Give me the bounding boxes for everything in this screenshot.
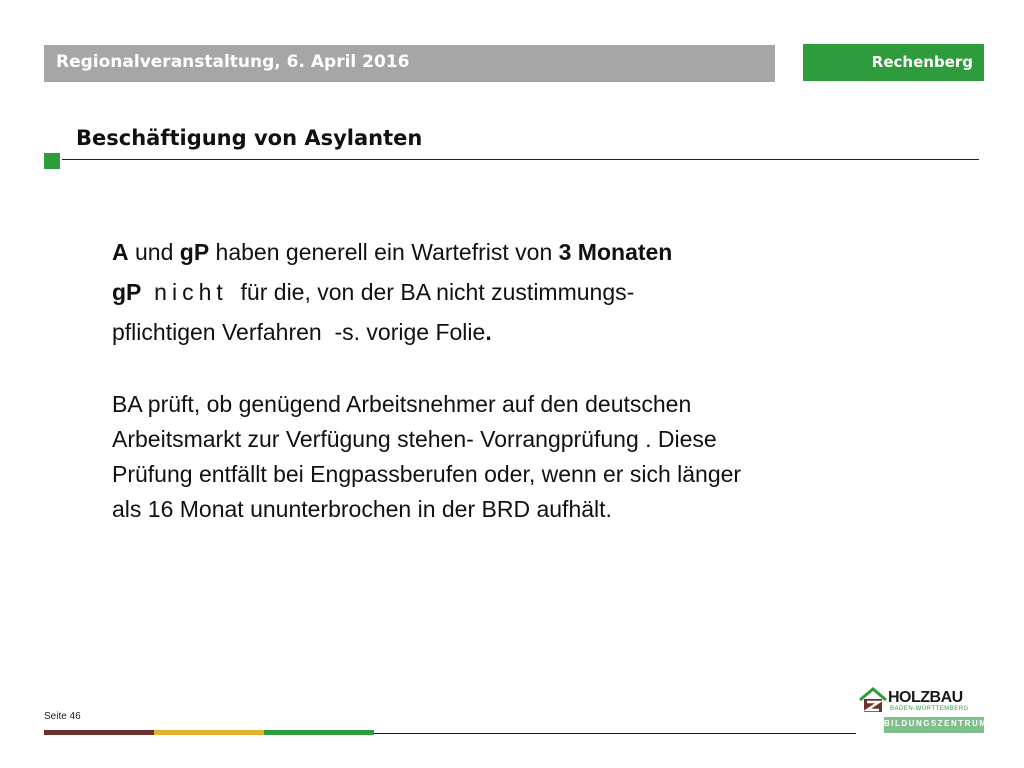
logo-wordmark: HOLZBAU (888, 689, 963, 706)
page-number: Seite 46 (44, 711, 81, 722)
bold-term-a: A (112, 239, 129, 265)
logo-plate (884, 717, 988, 733)
paragraph-line: als 16 Monat ununterbrochen in der BRD aufhält. (112, 496, 612, 522)
slide-body (112, 232, 912, 527)
house-logo-icon (858, 686, 888, 714)
paragraph-line: BA prüft, ob genügend Arbeitsnehmer auf den deutschen (112, 391, 692, 417)
slide-title: Beschäftigung von Asylanten (76, 126, 423, 150)
text-run: für die, von der BA nicht zustimmungs- (227, 279, 635, 305)
paragraph-line (112, 312, 912, 352)
bold-term-gp: gP (112, 279, 142, 305)
bold-term-gp: gP (179, 239, 210, 265)
bold-period: . (485, 319, 492, 345)
paragraph-priority-check (112, 387, 912, 527)
event-title: Regionalveranstaltung, 6. April 2016 (56, 52, 410, 72)
title-marker-square (44, 153, 60, 169)
paragraph-line: Prüfung entfällt bei Engpassberufen oder, wenn er sich länger (112, 461, 742, 487)
text-run (141, 279, 154, 305)
text-run: haben generell ein Wartefrist von (209, 239, 559, 265)
paragraph-waiting-period (112, 232, 912, 352)
logo-plate-label: BILDUNGSZENTRUM (884, 719, 988, 728)
paragraph-line (112, 272, 912, 312)
footer-stripe-green (264, 730, 374, 735)
org-badge (803, 44, 984, 81)
footer-stripe-brown (44, 730, 154, 735)
footer-rule (374, 733, 856, 734)
text-run: und (128, 239, 180, 265)
title-underline (62, 159, 979, 160)
text-run: pflichtigen Verfahren -s. vorige Folie (112, 319, 486, 345)
spaced-word-nicht: nicht (154, 279, 228, 305)
header-bar (44, 45, 775, 82)
paragraph-line (112, 232, 912, 272)
logo-subtitle: BADEN-WÜRTTEMBERG (890, 706, 969, 712)
bold-term-months: 3 Monaten (558, 239, 673, 265)
paragraph-line: Arbeitsmarkt zur Verfügung stehen- Vorrangprüfung . Diese (112, 426, 717, 452)
org-name: Rechenberg (871, 53, 973, 71)
footer-stripe-yellow (154, 730, 264, 735)
